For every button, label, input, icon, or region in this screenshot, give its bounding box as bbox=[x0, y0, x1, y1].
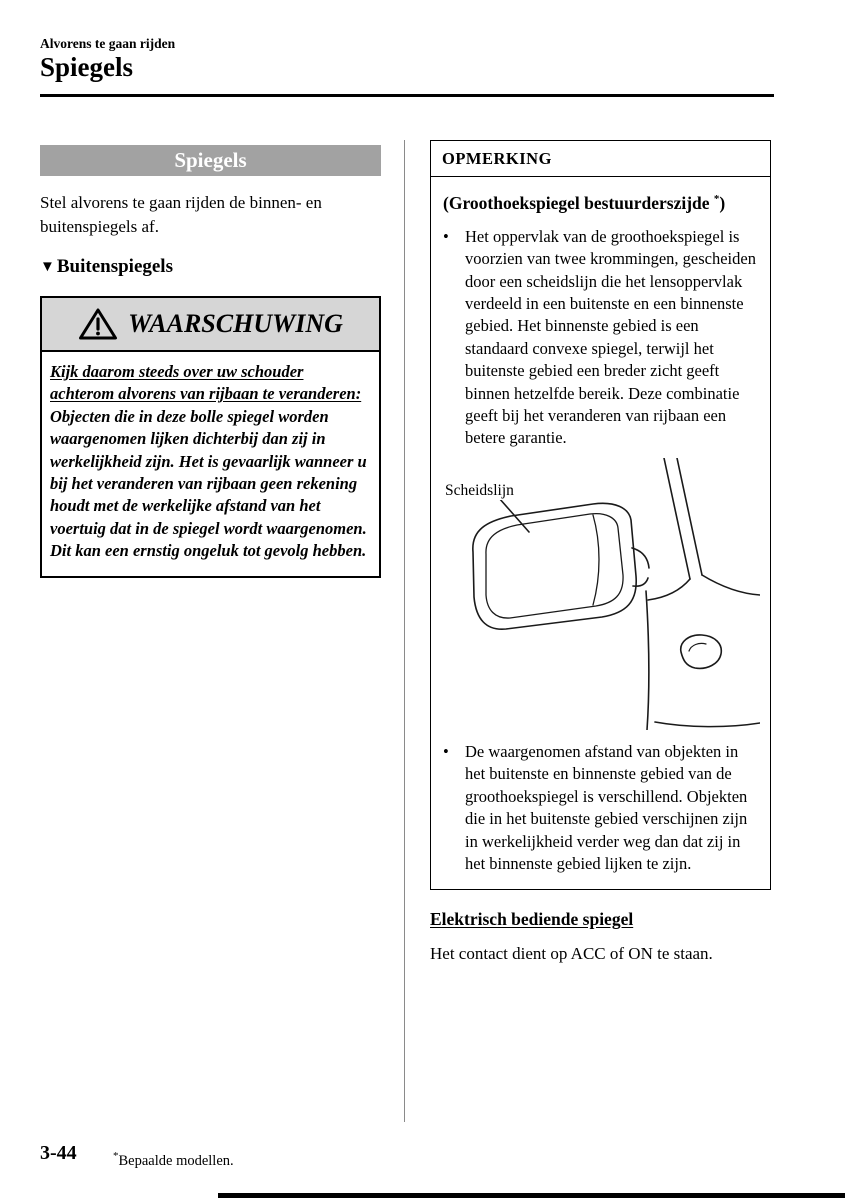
title-divider bbox=[40, 94, 774, 97]
bottom-page-rule bbox=[218, 1193, 845, 1198]
breadcrumb: Alvorens te gaan rijden bbox=[40, 36, 176, 51]
bullet-text: De waargenomen afstand van objekten in het buitenste en binnenste gebied van de groothoekspiegel is verschillend. Objekten die in het buitenste gebied verschijnen zijn in werkelijkheid verder weg dan dat zij in het binnenste gebied lijken te zijn. bbox=[465, 741, 748, 873]
note-subtitle-text: (Groothoekspiegel bestuurderszijde bbox=[443, 192, 710, 213]
column-divider bbox=[404, 140, 405, 1122]
warning-lead-text: Kijk daarom steeds over uw schouder achterom alvorens van rijbaan te veranderen: bbox=[50, 362, 362, 404]
electric-mirror-paragraph: Het contact dient op ACC of ON te staan. bbox=[430, 944, 713, 964]
footnote-asterisk: * bbox=[713, 193, 720, 205]
warning-title: WAARSCHUWING bbox=[128, 309, 343, 338]
bullet-icon: • bbox=[443, 741, 449, 761]
note-subtitle bbox=[443, 188, 758, 215]
footnote bbox=[113, 1150, 234, 1170]
note-body bbox=[431, 177, 770, 889]
warning-box bbox=[40, 296, 381, 578]
figure-label: Scheidslijn bbox=[445, 481, 514, 499]
mirror-figure bbox=[443, 458, 758, 730]
footnote-asterisk: * bbox=[113, 1150, 119, 1162]
page-title: Spiegels bbox=[40, 52, 134, 82]
warning-triangle-icon bbox=[78, 307, 118, 341]
section-header-bar: Spiegels bbox=[40, 145, 381, 176]
bullet-text: Het oppervlak van de groothoekspiegel is voorzien van twee krommingen, gescheiden door een scheidslijn die het lensoppervlak verdeeld in een buitenste en een binnenste gebied. Het binnenste gebied is een standaard convexe spiegel, terwijl het buitenste gebied een breder zicht geeft binnen hetzelfde bereik. Deze combinatie geeft bij het veranderen van rijbaan een betere garantie. bbox=[465, 226, 756, 448]
triangle-marker-icon: ▼ bbox=[40, 258, 55, 275]
note-title: OPMERKING bbox=[431, 141, 770, 177]
list-item bbox=[443, 226, 758, 450]
subsection-title: Buitenspiegels bbox=[56, 256, 173, 277]
warning-body-text: Objecten die in deze bolle spiegel worden waargenomen lijken dichterbij dan zij in werkelijkheid zijn. Het is gevaarlijk wanneer u bij het veranderen van rijbaan geen rekening houdt met de werkelijke afstand van het voertuig dat in de spiegel wordt waargenomen. Dit kan een ernstig ongeluk tot gevolg hebben. bbox=[50, 406, 367, 561]
bullet-icon: • bbox=[443, 226, 449, 246]
list-item bbox=[443, 741, 758, 875]
left-column bbox=[40, 145, 381, 578]
warning-body bbox=[42, 352, 379, 576]
intro-paragraph: Stel alvorens te gaan rijden de binnen- en buitenspiegels af. bbox=[40, 193, 322, 236]
right-column bbox=[430, 140, 771, 983]
note-subtitle-close: ) bbox=[719, 192, 726, 213]
electric-mirror-heading: Elektrisch bediende spiegel bbox=[430, 909, 634, 930]
note-box bbox=[430, 140, 771, 890]
footnote-text: Bepaalde modellen. bbox=[118, 1152, 234, 1169]
warning-header bbox=[42, 298, 379, 352]
subsection-heading bbox=[40, 256, 381, 278]
page-number: 3-44 bbox=[40, 1142, 77, 1164]
